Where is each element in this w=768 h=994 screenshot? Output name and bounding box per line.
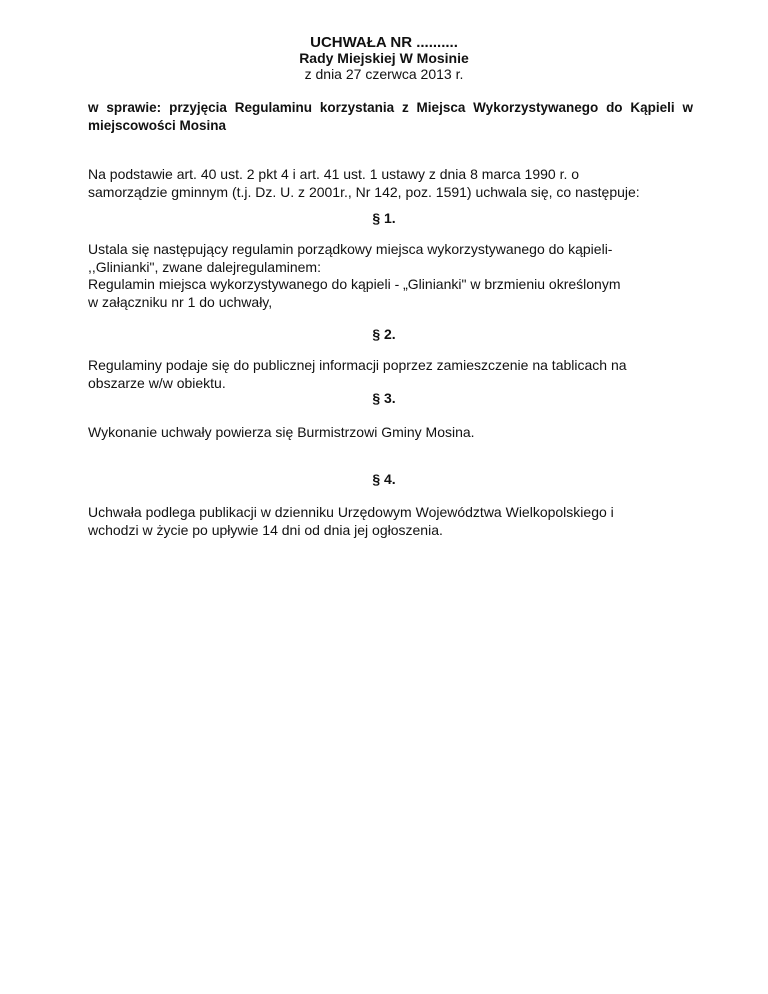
legal-basis-paragraph bbox=[88, 166, 698, 201]
paragraph-line: ,,Glinianki", zwane dalejregulaminem: bbox=[88, 258, 321, 275]
section-2-text bbox=[88, 357, 698, 392]
subject-lead: w sprawie: bbox=[88, 100, 162, 115]
paragraph-line: samorządzie gminnym (t.j. Dz. U. z 2001r., Nr 142, poz. 1591) uchwala się, co następuje: bbox=[88, 183, 640, 200]
section-mark-4: § 4. bbox=[372, 471, 396, 487]
paragraph-line: w załączniku nr 1 do uchwały, bbox=[88, 293, 273, 310]
section-3-text bbox=[88, 424, 698, 442]
resolution-title: UCHWAŁA NR .......... bbox=[310, 34, 458, 51]
council-name: Rady Miejskiej W Mosinie bbox=[299, 50, 469, 66]
paragraph-line: Wykonanie uchwały powierza się Burmistrzowi Gminy Mosina. bbox=[88, 424, 475, 440]
paragraph-line: Ustala się następujący regulamin porządkowy miejsca wykorzystywanego do kąpieli- bbox=[88, 241, 613, 257]
section-4-text bbox=[88, 504, 698, 539]
paragraph-line: Uchwała podlega publikacji w dzienniku Urzędowym Województwa Wielkopolskiego i bbox=[88, 504, 614, 520]
paragraph-line: Regulamin miejsca wykorzystywanego do kąpieli - „Glinianki" w brzmieniu określonym bbox=[88, 276, 621, 292]
section-mark-2: § 2. bbox=[372, 326, 396, 342]
subject-text: przyjęcia Regulaminu korzystania z Miejsca Wykorzystywanego do Kąpieli w miejscowości Mosina bbox=[88, 100, 694, 133]
section-mark-3: § 3. bbox=[372, 390, 396, 406]
paragraph-line: Regulaminy podaje się do publicznej informacji poprzez zamieszczenie na tablicach na bbox=[88, 357, 627, 373]
section-1-text bbox=[88, 241, 698, 311]
paragraph-line: Na podstawie art. 40 ust. 2 pkt 4 i art. 41 ust. 1 ustawy z dnia 8 marca 1990 r. o bbox=[88, 166, 580, 182]
section-mark-1: § 1. bbox=[372, 210, 396, 226]
resolution-date: z dnia 27 czerwca 2013 r. bbox=[304, 66, 464, 82]
paragraph-line: wchodzi w życie po upływie 14 dni od dnia jej ogłoszenia. bbox=[88, 521, 443, 538]
resolution-subject bbox=[88, 99, 693, 135]
paragraph-line: obszarze w/w obiektu. bbox=[88, 374, 226, 391]
